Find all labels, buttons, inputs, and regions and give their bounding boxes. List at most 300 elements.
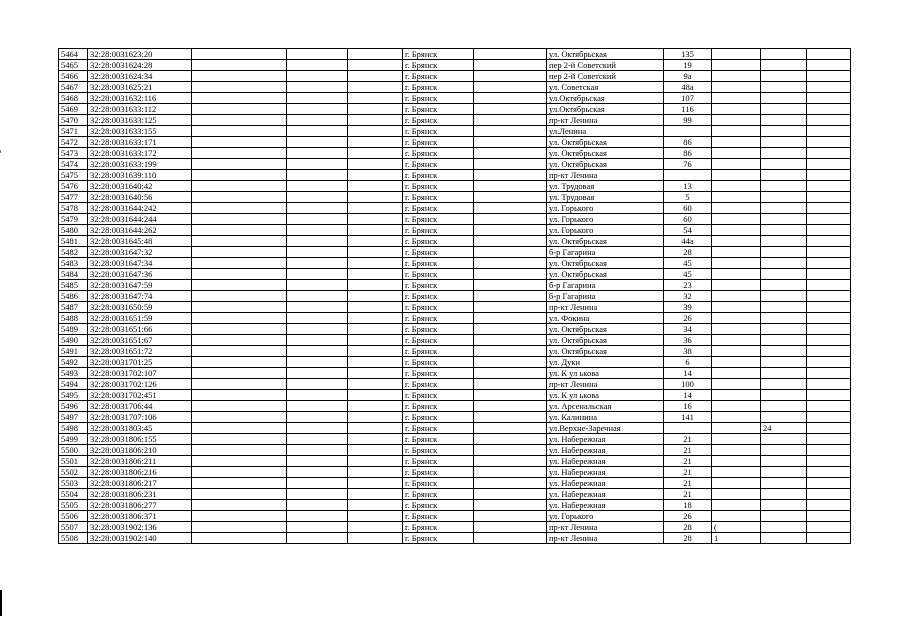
- cell-cadastral-number: 32:28:0031625:21: [88, 82, 192, 93]
- cell-cadastral-number: 32:28:0031633:199: [88, 159, 192, 170]
- cell-empty: [287, 170, 348, 181]
- cell-empty: [192, 390, 287, 401]
- cell-empty: [474, 192, 547, 203]
- cell-empty: [348, 269, 403, 280]
- cell-house-number: 9а: [664, 71, 712, 82]
- cell-empty: [348, 291, 403, 302]
- cell-empty: [192, 126, 287, 137]
- cell-extra: [712, 82, 761, 93]
- cell-empty: [348, 390, 403, 401]
- cell-empty: [474, 335, 547, 346]
- cell-house-number: 21: [664, 434, 712, 445]
- cell-empty: [348, 335, 403, 346]
- cell-record-number: 5473: [59, 148, 88, 159]
- cell-empty: [474, 489, 547, 500]
- cell-city: г. Брянск: [403, 49, 474, 60]
- cell-empty: [474, 181, 547, 192]
- table-row: [59, 434, 851, 445]
- cell-empty: [348, 181, 403, 192]
- cell-empty: [287, 291, 348, 302]
- cell-cadastral-number: 32:28:0031647:34: [88, 258, 192, 269]
- table-row: [59, 390, 851, 401]
- cell-empty: [474, 456, 547, 467]
- cell-empty: [287, 159, 348, 170]
- cell-empty: [474, 368, 547, 379]
- cell-record-number: 5499: [59, 434, 88, 445]
- cell-city: г. Брянск: [403, 137, 474, 148]
- cell-street: ул. Трудовая: [547, 192, 664, 203]
- cell-city: г. Брянск: [403, 302, 474, 313]
- cell-record-number: 5487: [59, 302, 88, 313]
- cell-cadastral-number: 32:28:0031633:172: [88, 148, 192, 159]
- cell-city: г. Брянск: [403, 445, 474, 456]
- cell-street: ул. Горького: [547, 511, 664, 522]
- table-row: [59, 379, 851, 390]
- cell-extra: [761, 390, 807, 401]
- cell-empty: [348, 456, 403, 467]
- cell-extra: [761, 335, 807, 346]
- cell-city: г. Брянск: [403, 82, 474, 93]
- cell-empty: [287, 467, 348, 478]
- cell-extra: [761, 82, 807, 93]
- cell-empty: [807, 170, 851, 181]
- cell-empty: [474, 225, 547, 236]
- cell-record-number: 5478: [59, 203, 88, 214]
- cell-empty: [807, 258, 851, 269]
- cell-empty: [287, 401, 348, 412]
- cell-empty: [348, 522, 403, 533]
- cell-empty: [287, 357, 348, 368]
- cell-empty: [348, 313, 403, 324]
- cell-empty: [348, 368, 403, 379]
- cell-cadastral-number: 32:28:0031803:45: [88, 423, 192, 434]
- cell-street: ул. Октябрьская: [547, 335, 664, 346]
- cell-extra: [712, 280, 761, 291]
- table-row: [59, 368, 851, 379]
- cell-empty: [807, 412, 851, 423]
- cell-empty: [474, 423, 547, 434]
- cell-extra: [761, 313, 807, 324]
- cell-record-number: 5505: [59, 500, 88, 511]
- table-row: [59, 533, 851, 544]
- cell-cadastral-number: 32:28:0031632:116: [88, 93, 192, 104]
- cell-empty: [287, 225, 348, 236]
- cell-record-number: 5489: [59, 324, 88, 335]
- cell-extra: [761, 203, 807, 214]
- cell-empty: [192, 203, 287, 214]
- cell-cadastral-number: 32:28:0031806:277: [88, 500, 192, 511]
- table-row: [59, 478, 851, 489]
- cell-empty: [192, 71, 287, 82]
- cell-record-number: 5492: [59, 357, 88, 368]
- cell-empty: [192, 291, 287, 302]
- cell-street: б-р Гагарина: [547, 291, 664, 302]
- cell-cadastral-number: 32:28:0031806:155: [88, 434, 192, 445]
- cell-street: ул. Набережная: [547, 500, 664, 511]
- cell-city: г. Брянск: [403, 313, 474, 324]
- cell-extra: [712, 115, 761, 126]
- cell-empty: [348, 137, 403, 148]
- cell-empty: [287, 71, 348, 82]
- cell-city: г. Брянск: [403, 170, 474, 181]
- cell-empty: [287, 269, 348, 280]
- cell-empty: [348, 280, 403, 291]
- cell-empty: [807, 533, 851, 544]
- cell-empty: [287, 192, 348, 203]
- table-row: [59, 357, 851, 368]
- cell-house-number: 18: [664, 500, 712, 511]
- cell-extra: [712, 126, 761, 137]
- cell-house-number: 48а: [664, 82, 712, 93]
- cell-empty: [192, 456, 287, 467]
- cell-cadastral-number: 32:28:0031647:59: [88, 280, 192, 291]
- cell-street: ул. Октябрьская: [547, 137, 664, 148]
- cell-empty: [807, 489, 851, 500]
- cell-empty: [807, 247, 851, 258]
- cell-empty: [287, 247, 348, 258]
- cell-empty: [807, 82, 851, 93]
- cell-street: ул. Октябрьская: [547, 324, 664, 335]
- cell-record-number: 5464: [59, 49, 88, 60]
- cell-cadastral-number: 32:28:0031633:125: [88, 115, 192, 126]
- cell-extra: [712, 467, 761, 478]
- cell-record-number: 5491: [59, 346, 88, 357]
- cell-empty: [287, 115, 348, 126]
- cell-record-number: 5472: [59, 137, 88, 148]
- cell-empty: [348, 467, 403, 478]
- cell-empty: [807, 269, 851, 280]
- cell-empty: [807, 368, 851, 379]
- cell-empty: [192, 346, 287, 357]
- cell-empty: [192, 412, 287, 423]
- cell-empty: [192, 247, 287, 258]
- cell-city: г. Брянск: [403, 478, 474, 489]
- cell-city: г. Брянск: [403, 434, 474, 445]
- cell-empty: [192, 478, 287, 489]
- cell-empty: [287, 203, 348, 214]
- cell-house-number: 60: [664, 203, 712, 214]
- cell-empty: [807, 159, 851, 170]
- registry-table: [58, 48, 851, 544]
- cell-street: пр-кт Ленина: [547, 115, 664, 126]
- cell-empty: [807, 291, 851, 302]
- cell-extra: [761, 401, 807, 412]
- cell-empty: [474, 445, 547, 456]
- cell-empty: [287, 258, 348, 269]
- scan-edge-mark: [0, 590, 2, 616]
- table-row: [59, 500, 851, 511]
- cell-extra: [712, 324, 761, 335]
- cell-extra: [712, 137, 761, 148]
- cell-empty: [474, 170, 547, 181]
- cell-street: ул.Ленина: [547, 126, 664, 137]
- cell-empty: [474, 104, 547, 115]
- cell-house-number: 45: [664, 258, 712, 269]
- cell-city: г. Брянск: [403, 456, 474, 467]
- cell-extra: [761, 478, 807, 489]
- cell-city: г. Брянск: [403, 214, 474, 225]
- cell-record-number: 5494: [59, 379, 88, 390]
- cell-record-number: 5467: [59, 82, 88, 93]
- cell-street: ул. Набережная: [547, 445, 664, 456]
- cell-empty: [474, 467, 547, 478]
- cell-empty: [192, 533, 287, 544]
- cell-extra: [761, 346, 807, 357]
- table-row: [59, 412, 851, 423]
- cell-extra: [761, 236, 807, 247]
- cell-house-number: 21: [664, 456, 712, 467]
- cell-record-number: 5482: [59, 247, 88, 258]
- table-row: [59, 335, 851, 346]
- cell-empty: [807, 280, 851, 291]
- cell-empty: [192, 115, 287, 126]
- table-row: [59, 181, 851, 192]
- cell-house-number: 16: [664, 401, 712, 412]
- cell-empty: [348, 225, 403, 236]
- cell-empty: [807, 456, 851, 467]
- cell-cadastral-number: 32:28:0031640:42: [88, 181, 192, 192]
- cell-empty: [192, 159, 287, 170]
- cell-empty: [807, 379, 851, 390]
- cell-empty: [287, 60, 348, 71]
- cell-house-number: 116: [664, 104, 712, 115]
- cell-cadastral-number: 32:28:0031702:126: [88, 379, 192, 390]
- cell-record-number: 5485: [59, 280, 88, 291]
- cell-city: г. Брянск: [403, 346, 474, 357]
- cell-record-number: 5493: [59, 368, 88, 379]
- cell-empty: [287, 390, 348, 401]
- cell-empty: [474, 159, 547, 170]
- cell-extra: [712, 346, 761, 357]
- cell-extra: [712, 357, 761, 368]
- cell-empty: [474, 434, 547, 445]
- cell-extra: [712, 71, 761, 82]
- cell-street: ул. Горького: [547, 203, 664, 214]
- cell-empty: [192, 401, 287, 412]
- cell-empty: [474, 115, 547, 126]
- cell-empty: [474, 137, 547, 148]
- cell-empty: [287, 236, 348, 247]
- table-row: [59, 346, 851, 357]
- cell-empty: [807, 302, 851, 313]
- cell-empty: [474, 280, 547, 291]
- cell-city: г. Брянск: [403, 225, 474, 236]
- cell-empty: [287, 302, 348, 313]
- cell-empty: [474, 49, 547, 60]
- cell-record-number: 5465: [59, 60, 88, 71]
- cell-empty: [192, 236, 287, 247]
- cell-record-number: 5477: [59, 192, 88, 203]
- cell-empty: [474, 93, 547, 104]
- cell-extra: [712, 93, 761, 104]
- cell-house-number: [664, 126, 712, 137]
- cell-empty: [807, 192, 851, 203]
- cell-empty: [287, 335, 348, 346]
- cell-city: г. Брянск: [403, 500, 474, 511]
- cell-empty: [348, 379, 403, 390]
- cell-extra: [712, 170, 761, 181]
- cell-house-number: 21: [664, 489, 712, 500]
- cell-extra: [761, 500, 807, 511]
- cell-city: г. Брянск: [403, 335, 474, 346]
- cell-cadastral-number: 32:28:0031707:106: [88, 412, 192, 423]
- cell-empty: [192, 335, 287, 346]
- cell-empty: [474, 522, 547, 533]
- cell-empty: [348, 214, 403, 225]
- cell-extra: [761, 368, 807, 379]
- cell-record-number: 5495: [59, 390, 88, 401]
- cell-record-number: 5508: [59, 533, 88, 544]
- cell-extra: [761, 533, 807, 544]
- cell-house-number: 86: [664, 148, 712, 159]
- cell-empty: [192, 368, 287, 379]
- cell-empty: [807, 236, 851, 247]
- cell-house-number: 23: [664, 280, 712, 291]
- cell-empty: [807, 357, 851, 368]
- cell-street: ул. Набережная: [547, 478, 664, 489]
- cell-empty: [474, 533, 547, 544]
- cell-city: г. Брянск: [403, 533, 474, 544]
- cell-cadastral-number: 32:28:0031624:34: [88, 71, 192, 82]
- table-row: [59, 423, 851, 434]
- cell-street: пр-кт Ленина: [547, 533, 664, 544]
- cell-street: ул. Октябрьская: [547, 346, 664, 357]
- cell-cadastral-number: 32:28:0031644:244: [88, 214, 192, 225]
- cell-empty: [348, 401, 403, 412]
- cell-street: ул. Калинина: [547, 412, 664, 423]
- cell-street: ул. Горького: [547, 214, 664, 225]
- cell-extra: [761, 357, 807, 368]
- cell-cadastral-number: 32:28:0031701:25: [88, 357, 192, 368]
- cell-empty: [474, 500, 547, 511]
- cell-cadastral-number: 32:28:0031633:155: [88, 126, 192, 137]
- cell-empty: [807, 148, 851, 159]
- cell-empty: [287, 280, 348, 291]
- cell-empty: [287, 346, 348, 357]
- table-row: [59, 148, 851, 159]
- cell-empty: [348, 478, 403, 489]
- cell-empty: [348, 148, 403, 159]
- cell-cadastral-number: 32:28:0031633:171: [88, 137, 192, 148]
- cell-house-number: 14: [664, 390, 712, 401]
- table-row: [59, 49, 851, 60]
- cell-record-number: 5503: [59, 478, 88, 489]
- table-row: [59, 192, 851, 203]
- cell-extra: [712, 269, 761, 280]
- cell-record-number: 5481: [59, 236, 88, 247]
- cell-empty: [807, 401, 851, 412]
- cell-extra: [761, 269, 807, 280]
- cell-house-number: 28: [664, 533, 712, 544]
- cell-empty: [348, 203, 403, 214]
- cell-street: ул. Октябрьская: [547, 159, 664, 170]
- cell-street: б-р Гагарина: [547, 280, 664, 291]
- cell-empty: [348, 82, 403, 93]
- cell-street: ул. Октябрьская: [547, 49, 664, 60]
- cell-empty: [348, 533, 403, 544]
- cell-empty: [807, 390, 851, 401]
- table-row: [59, 456, 851, 467]
- cell-extra: (: [712, 522, 761, 533]
- cell-cadastral-number: 32:28:0031806:210: [88, 445, 192, 456]
- cell-street: ул.Октябрьская: [547, 104, 664, 115]
- cell-empty: [348, 93, 403, 104]
- cell-street: ул. Трудовая: [547, 181, 664, 192]
- cell-empty: [348, 500, 403, 511]
- cell-extra: [712, 445, 761, 456]
- cell-extra: [712, 214, 761, 225]
- cell-city: г. Брянск: [403, 401, 474, 412]
- cell-street: ул. Советская: [547, 82, 664, 93]
- cell-empty: [348, 346, 403, 357]
- cell-city: г. Брянск: [403, 104, 474, 115]
- cell-city: г. Брянск: [403, 522, 474, 533]
- cell-street: ул. Октябрьская: [547, 258, 664, 269]
- cell-house-number: 45: [664, 269, 712, 280]
- cell-house-number: [664, 170, 712, 181]
- cell-cadastral-number: 32:28:0031647:74: [88, 291, 192, 302]
- cell-extra: [761, 247, 807, 258]
- cell-house-number: [664, 423, 712, 434]
- cell-city: г. Брянск: [403, 291, 474, 302]
- cell-city: г. Брянск: [403, 236, 474, 247]
- cell-empty: [287, 489, 348, 500]
- cell-extra: [761, 412, 807, 423]
- cell-empty: [348, 192, 403, 203]
- cell-street: пер 2-й Советский: [547, 71, 664, 82]
- cell-street: ул. К ул ькова: [547, 368, 664, 379]
- cell-empty: [287, 313, 348, 324]
- cell-cadastral-number: 32:28:0031639:110: [88, 170, 192, 181]
- cell-empty: [348, 159, 403, 170]
- cell-empty: [474, 313, 547, 324]
- cell-street: б-р Гагарина: [547, 247, 664, 258]
- cell-extra: [761, 60, 807, 71]
- cell-cadastral-number: 32:28:0031644:242: [88, 203, 192, 214]
- cell-extra: [712, 390, 761, 401]
- cell-extra: [761, 181, 807, 192]
- cell-extra: [761, 214, 807, 225]
- cell-cadastral-number: 32:28:0031645:48: [88, 236, 192, 247]
- cell-extra: [761, 445, 807, 456]
- table-row: [59, 511, 851, 522]
- cell-city: г. Брянск: [403, 390, 474, 401]
- cell-street: ул. Набережная: [547, 434, 664, 445]
- cell-empty: [474, 126, 547, 137]
- cell-cadastral-number: 32:28:0031651:67: [88, 335, 192, 346]
- cell-empty: [474, 258, 547, 269]
- cell-empty: [287, 324, 348, 335]
- cell-empty: [474, 203, 547, 214]
- cell-house-number: 86: [664, 137, 712, 148]
- cell-cadastral-number: 32:28:0031702:451: [88, 390, 192, 401]
- cell-empty: [807, 313, 851, 324]
- cell-empty: [474, 247, 547, 258]
- cell-cadastral-number: 32:28:0031902:140: [88, 533, 192, 544]
- cell-record-number: 5507: [59, 522, 88, 533]
- cell-street: ул. К ул ькова: [547, 390, 664, 401]
- cell-empty: [192, 511, 287, 522]
- cell-empty: [192, 170, 287, 181]
- cell-extra: [712, 247, 761, 258]
- cell-extra: [761, 148, 807, 159]
- cell-house-number: 28: [664, 522, 712, 533]
- cell-house-number: 32: [664, 291, 712, 302]
- table-row: [59, 71, 851, 82]
- table-row: [59, 214, 851, 225]
- cell-record-number: 5471: [59, 126, 88, 137]
- cell-empty: [287, 379, 348, 390]
